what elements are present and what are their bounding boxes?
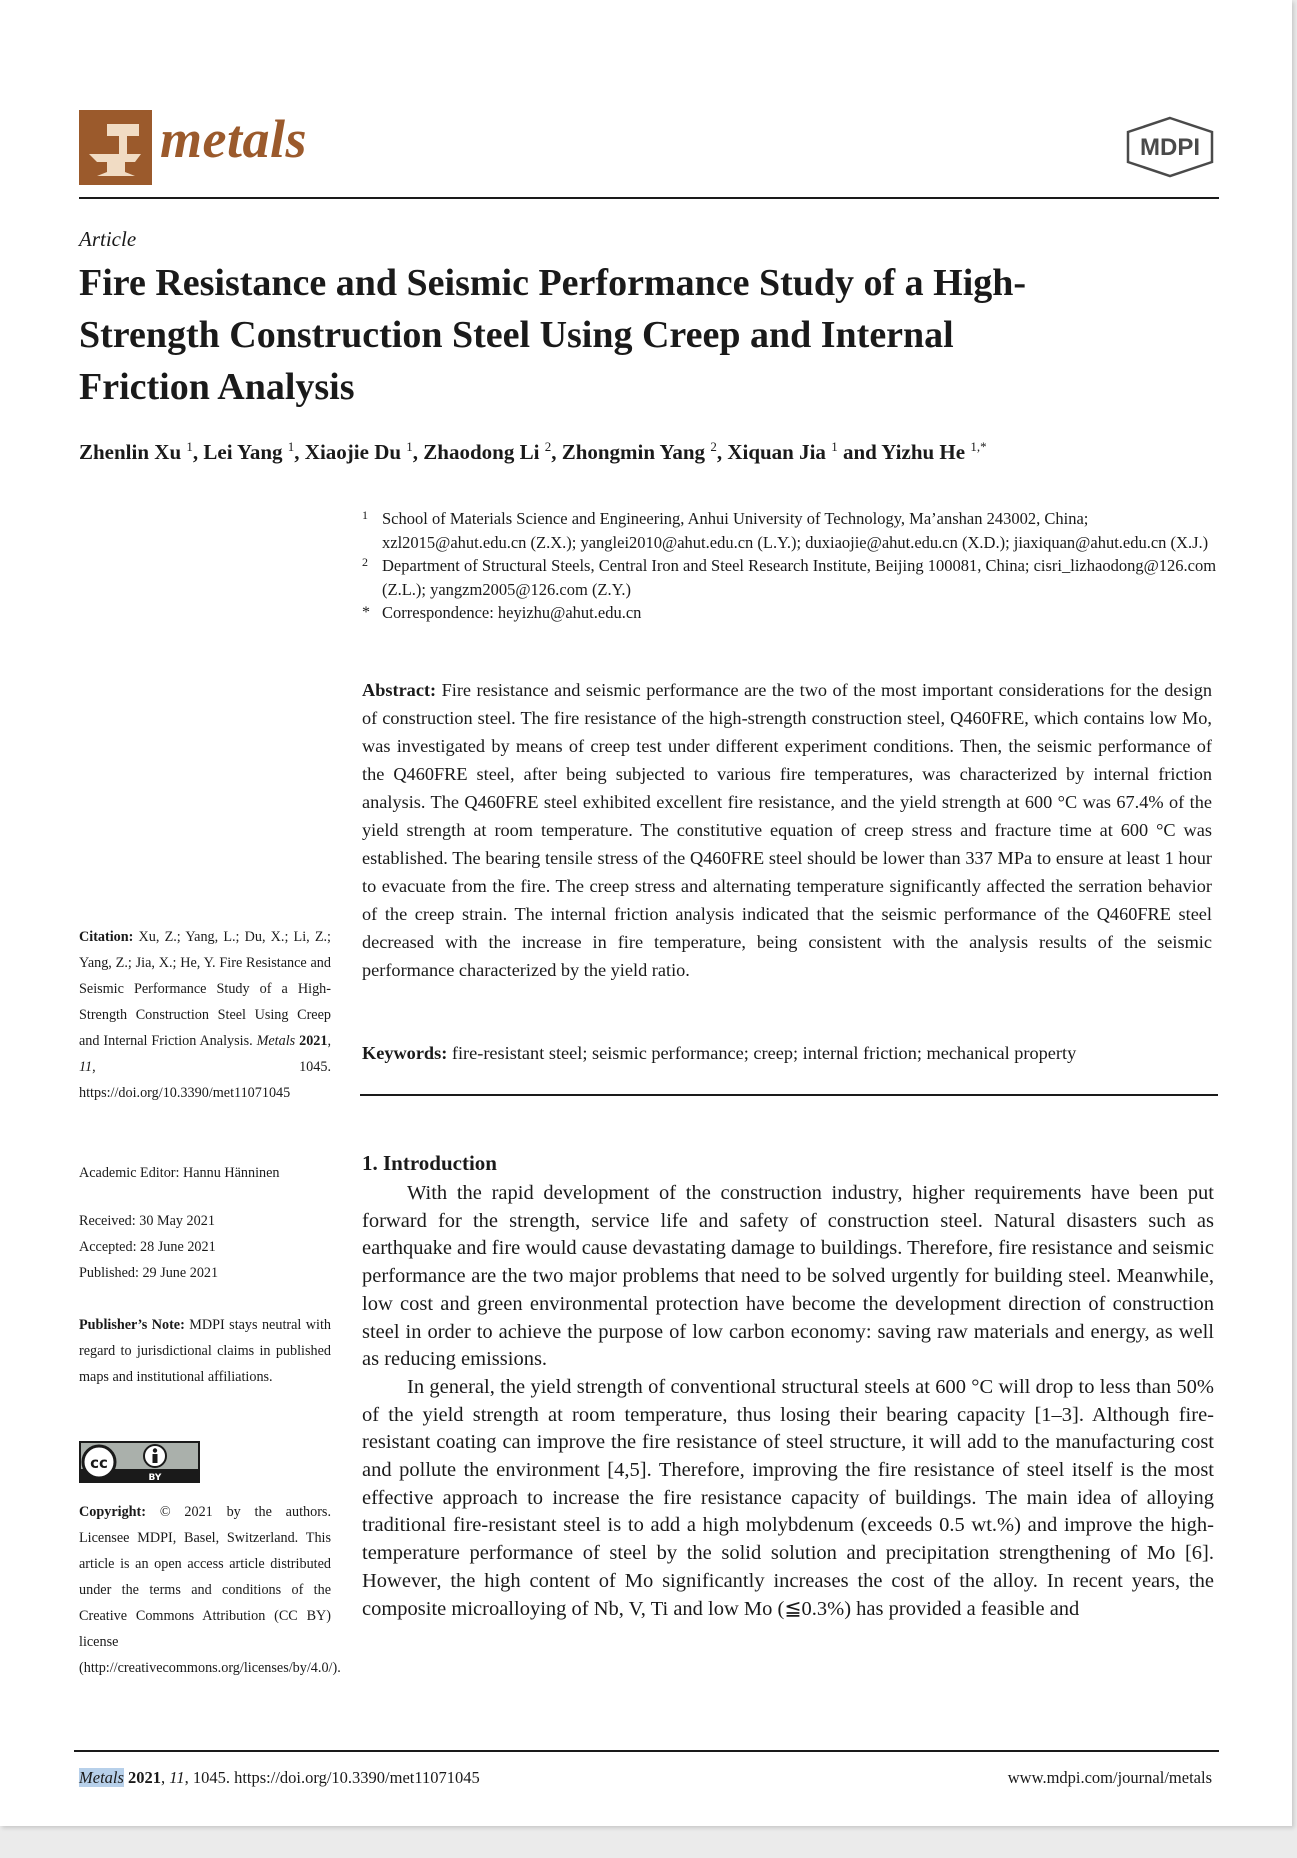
accepted-date: Accepted: 28 June 2021: [79, 1239, 216, 1255]
introduction-body: [362, 1180, 1214, 1623]
citation-year: 2021: [299, 1033, 328, 1049]
publisher-note-text: MDPI stays neutral with regard to jurisdictional claims in published maps and institutional affiliations.: [79, 1317, 332, 1385]
keywords-label: Keywords:: [362, 1043, 448, 1063]
citation-doi[interactable]: 1045. https://doi.org/10.3390/met11071045: [79, 1059, 331, 1101]
footer-journal-url[interactable]: www.mdpi.com/journal/metals: [1007, 1768, 1212, 1787]
affiliation-mark: 1: [362, 508, 368, 522]
paragraph: With the rapid development of the construction industry, higher requirements have been put forward for the strength, service life and safety of construction steel. Natural disasters such as earthquake and fire would cause devastating damage to buildings. Therefore, fire resistance and seismic performance are the two major problems that need to be solved urgently for building steel. Meanwhile, low cost and green environmental protection have become the development direction of construction steel in order to achieve the purpose of low carbon economy: saving raw materials and energy, as well as reducing emissions.: [362, 1182, 1214, 1371]
academic-editor: Academic Editor: Hannu Hänninen: [79, 1165, 280, 1181]
publication-dates: [79, 1208, 331, 1286]
affiliation: [362, 554, 1222, 601]
abstract-label: Abstract:: [362, 680, 437, 700]
mdpi-logo: [1120, 115, 1220, 180]
author-list: [79, 439, 1219, 465]
journal-logo: [79, 110, 152, 185]
copyright-label: Copyright:: [79, 1504, 146, 1520]
footer-volume: 11: [169, 1768, 185, 1787]
publisher-note: [79, 1312, 331, 1390]
affiliation-text: School of Materials Science and Engineering, Anhui University of Technology, Ma’anshan 243002, China; xzl2015@ahut.edu.cn (Z.X.); yanglei2010@ahut.edu.cn (L.Y.); duxiaojie@ahut.edu.cn (X.D.); jiaxiquan@ahut.edu.cn (X.J.): [382, 509, 1209, 552]
section-heading: 1. Introduction: [362, 1151, 497, 1175]
citation-journal: Metals: [256, 1033, 296, 1049]
keywords-text: fire-resistant steel; seismic performance; creep; internal friction; mechanical property: [451, 1043, 1077, 1063]
article-type: Article: [79, 227, 137, 251]
footer-rule: [74, 1750, 1219, 1752]
footer-year: 2021: [128, 1768, 162, 1787]
svg-text:cc: cc: [90, 1454, 108, 1472]
article-title: Fire Resistance and Seismic Performance Study of a High-Strength Construction Steel Using Creep and Internal Friction Analysis: [79, 262, 1027, 408]
anvil-hammer-icon: [79, 110, 152, 185]
author: Zhenlin Xu $^1$,: [79, 439, 204, 464]
author: Xiquan Jia $^1$ and: [727, 439, 882, 464]
mdpi-logo-text: MDPI: [1140, 134, 1200, 161]
publisher-note-label: Publisher’s Note:: [79, 1317, 185, 1333]
copyright-text: © 2021 by the authors. Licensee MDPI, Basel, Switzerland. This article is an open access article distributed under the terms and conditions of the Creative Commons Attribution (CC BY) license (http://creativecommons.org/licenses/by/4.0/).: [79, 1504, 341, 1676]
copyright: [79, 1499, 341, 1681]
received-date: Received: 30 May 2021: [79, 1213, 215, 1229]
cc-badge-text: BY: [148, 1473, 162, 1483]
affiliations: [362, 507, 1222, 625]
affiliation-text: Department of Structural Steels, Central Iron and Steel Research Institute, Beijing 100081, China; cisri_lizhaodong@126.com (Z.L.); yangzm2005@126.com (Z.Y.): [382, 556, 1217, 599]
author: Zhongmin Yang $^2$,: [561, 439, 728, 464]
abstract-text: Fire resistance and seismic performance are the two of the most important considerations for the design of construction steel. The fire resistance of the high-strength construction steel, Q460FRE, which contains low Mo, was investigated by means of creep test under different experiment conditions. Then, the seismic performance of the Q460FRE steel, after being subjected to various fire temperatures, was characterized by internal friction analysis. The Q460FRE steel exhibited excellent fire resistance, and the yield strength at 600 °C was 67.4% of the yield strength at room temperature. The constitutive equation of creep stress and fracture time at 600 °C was established. The bearing tensile stress of the Q460FRE steel should be lower than 337 MPa to ensure at least 1 hour to evacuate from the fire. The creep stress and alternating temperature significantly affected the serration behavior of the creep strain. The internal friction analysis indicated that the seismic performance of the Q460FRE steel decreased with the increase in fire temperature, being consistent with the analysis results of the seismic performance characterized by the yield ratio.: [362, 680, 1212, 980]
author: Zhaodong Li $^2$,: [423, 439, 562, 464]
paragraph: In general, the yield strength of conventional structural steels at 600 °C will drop to less than 50% of the yield strength at room temperature, thus losing their bearing capacity [1–3]. Although fire-resistant coating can improve the fire resistance of steel structure, it will add to the manufacturing cost and pollute the environment [4,5]. Therefore, improving the fire resistance of steel itself is the most effective approach to increase the fire resistance capacity of buildings. The main idea of alloying traditional fire-resistant steel is to add a high molybdenum (exceeds 0.5 wt.%) and improve the high-temperature performance of steel by the solid solution and precipitation strengthening of Mo [6]. However, the high content of Mo significantly increases the cost of the alloy. In recent years, the composite microalloying of Nb, V, Ti and low Mo (≦0.3%) has provided a feasible and: [362, 1375, 1214, 1620]
author: Yizhu He $^{1,*}$: [881, 439, 987, 464]
keywords-rule: [360, 1094, 1218, 1096]
correspondence: [362, 601, 1222, 625]
citation-volume: 11: [79, 1059, 93, 1075]
published-date: Published: 29 June 2021: [79, 1265, 219, 1281]
header-rule: [79, 197, 1219, 199]
author: Lei Yang $^1$,: [203, 439, 305, 464]
citation-text: Xu, Z.; Yang, L.; Du, X.; Li, Z.; Yang, Z.; Jia, X.; He, Y. Fire Resistance and Seismic Performance Study of a High-Strength Construction Steel Using Creep and Internal Friction Analysis.: [79, 929, 332, 1049]
abstract: [362, 676, 1212, 984]
footer-doi[interactable]: , 1045. https://doi.org/10.3390/met11071045: [184, 1768, 480, 1787]
citation: Citation: Xu, Z.; Yang, L.; Du, X.; Li, Z.; Yang, Z.; Jia, X.; He, Y. Fire Resistance and Seismic Performance Study of a High-Strength Construction Steel Using Creep and Internal Friction Analysis. Metals 2021, 11, 1045. https://doi.org/10.3390/met11071045: [79, 929, 332, 1101]
footer-journal: Metals: [79, 1768, 124, 1787]
keywords: [362, 1039, 1222, 1067]
footer-citation: Metals 2021, 11, 1045. https://doi.org/10.3390/met11071045: [79, 1768, 480, 1787]
author: Xiaojie Du $^1$,: [304, 439, 424, 464]
affiliation-mark: *: [362, 604, 370, 621]
correspondence-text: Correspondence: heyizhu@ahut.edu.cn: [382, 603, 642, 622]
affiliation-mark: 2: [362, 555, 368, 569]
citation-label: Citation:: [79, 929, 134, 945]
journal-name: metals: [160, 109, 307, 169]
affiliation: [362, 507, 1222, 554]
cc-by-license-badge[interactable]: [79, 1441, 200, 1483]
